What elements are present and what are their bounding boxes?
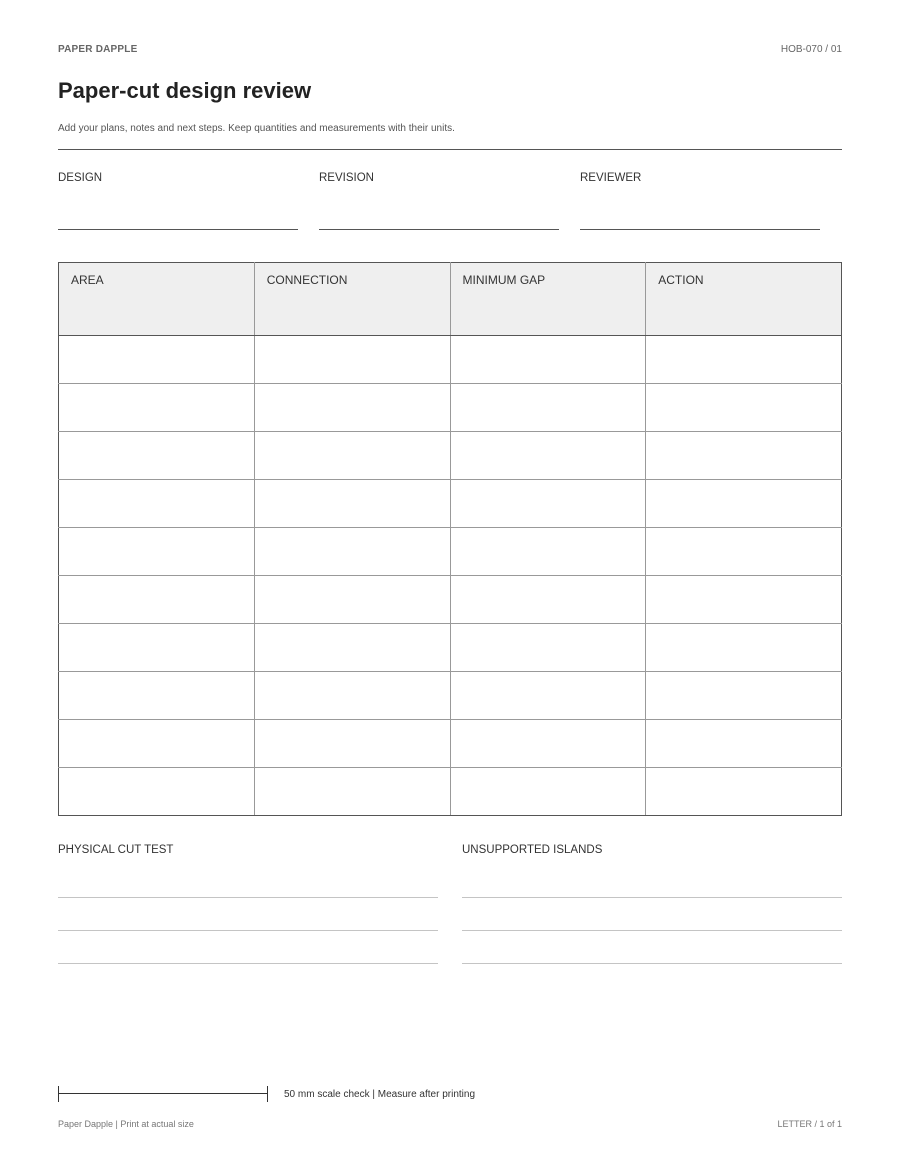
header-divider [58,149,842,150]
column-header-minimum-gap: MINIMUM GAP [450,263,646,336]
table-row [59,432,842,480]
table-cell[interactable] [646,720,842,768]
table-cell[interactable] [450,432,646,480]
footer-left: Paper Dapple | Print at actual size [58,1119,194,1129]
table-cell[interactable] [450,336,646,384]
revision-label: REVISION [319,172,374,184]
table-cell[interactable] [59,672,255,720]
scale-tick-start [58,1086,59,1102]
table-cell[interactable] [254,576,450,624]
table-cell[interactable] [59,528,255,576]
document-id: HOB-070 / 01 [780,44,842,55]
table-cell[interactable] [450,672,646,720]
table-cell[interactable] [59,768,255,816]
page-title: Paper-cut design review [58,78,312,103]
reviewer-label: REVIEWER [580,172,642,184]
table-cell[interactable] [450,768,646,816]
unsupported-islands-section [462,844,842,856]
column-header-action: ACTION [646,263,842,336]
scale-line [58,1093,267,1094]
table-cell[interactable] [254,384,450,432]
table-cell[interactable] [254,768,450,816]
table-row [59,672,842,720]
table-row [59,720,842,768]
note-line[interactable] [58,897,438,898]
table-cell[interactable] [646,480,842,528]
table-cell[interactable] [646,576,842,624]
table-row [59,480,842,528]
table-cell[interactable] [254,336,450,384]
physical-cut-test-section [58,844,438,856]
table-row [59,384,842,432]
table-cell[interactable] [59,624,255,672]
table-cell[interactable] [254,672,450,720]
table-cell[interactable] [450,384,646,432]
design-label: DESIGN [58,172,103,184]
design-input-line[interactable] [58,229,298,230]
revision-field[interactable] [319,172,559,230]
table-cell[interactable] [59,384,255,432]
scale-tick-end [267,1086,268,1102]
table-cell[interactable] [646,768,842,816]
reviewer-input-line[interactable] [580,229,820,230]
column-header-connection: CONNECTION [254,263,450,336]
brand-name: PAPER DAPPLE [58,44,138,55]
scale-check-text: 50 mm scale check | Measure after printing [284,1089,476,1100]
table-row [59,768,842,816]
table-cell[interactable] [59,336,255,384]
reviewer-field[interactable] [580,172,820,230]
unsupported-islands-label: UNSUPPORTED ISLANDS [462,844,603,856]
table-cell[interactable] [646,624,842,672]
review-table [58,262,842,816]
table-cell[interactable] [450,624,646,672]
table-cell[interactable] [254,720,450,768]
table-cell[interactable] [646,384,842,432]
note-line[interactable] [58,930,438,931]
table-cell[interactable] [450,576,646,624]
table-cell[interactable] [450,480,646,528]
table-row [59,624,842,672]
table-cell[interactable] [254,528,450,576]
column-header-area: AREA [59,263,255,336]
note-line[interactable] [462,963,842,964]
table-cell[interactable] [450,528,646,576]
table-cell[interactable] [646,672,842,720]
table-row [59,576,842,624]
scale-bar [58,1086,268,1102]
note-line[interactable] [462,897,842,898]
table-cell[interactable] [59,576,255,624]
table-header-row [59,263,842,336]
table-cell[interactable] [59,720,255,768]
table-cell[interactable] [646,336,842,384]
table-cell[interactable] [254,480,450,528]
physical-cut-test-label: PHYSICAL CUT TEST [58,844,174,856]
footer-right: LETTER / 1 of 1 [777,1119,842,1129]
table-row [59,528,842,576]
table-cell[interactable] [450,720,646,768]
table-cell[interactable] [59,432,255,480]
table-cell[interactable] [254,432,450,480]
note-line[interactable] [58,963,438,964]
note-line[interactable] [462,930,842,931]
table-row [59,336,842,384]
table-cell[interactable] [646,432,842,480]
table-cell[interactable] [646,528,842,576]
table-body [59,336,842,816]
table-cell[interactable] [254,624,450,672]
design-field[interactable] [58,172,298,230]
table-cell[interactable] [59,480,255,528]
revision-input-line[interactable] [319,229,559,230]
page-subtitle: Add your plans, notes and next steps. Keep quantities and measurements with their units. [58,123,455,134]
